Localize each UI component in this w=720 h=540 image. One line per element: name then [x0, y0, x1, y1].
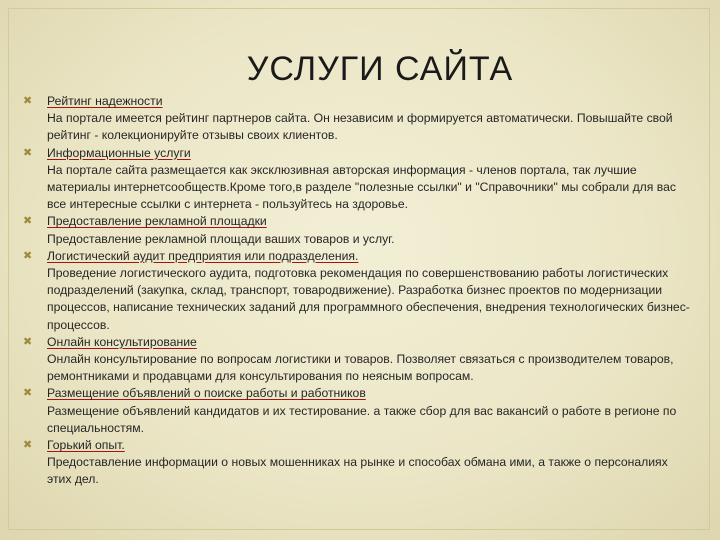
x-mark-bullet-icon: ✖	[23, 249, 33, 262]
service-description: Онлайн консультирование по вопросам логистики и товаров. Позволяет связаться с производителем товаров, ремонтниками и продавцами для консультирования по неясным вопросам.	[47, 352, 674, 384]
service-description: Проведение логистического аудита, подготовка рекомендация по совершенствованию работы логистических подразделений (закупка, склад, транспорт, товародвижение). Разработка бизнес проектов по модернизации процессов, написание технических заданий для программного обеспечения, внедрения технологических бизнес-процессов.	[47, 266, 690, 332]
service-heading-bitter-experience[interactable]: Горький опыт.	[47, 438, 125, 453]
service-description: Предоставление информации о новых мошенниках на рынке и способах обмана ими, а также о персоналиях этих дел.	[47, 455, 668, 487]
service-item-logistics-audit	[0, 248, 720, 334]
service-item-bitter-experience	[0, 437, 720, 489]
service-heading-advertising-platform[interactable]: Предоставление рекламной площадки	[47, 214, 267, 229]
service-item-information-services	[0, 145, 720, 214]
service-description: Предоставление рекламной площади ваших товаров и услуг.	[47, 231, 395, 246]
service-heading-job-postings[interactable]: Размещение объявлений о поиске работы и работников	[47, 386, 366, 401]
service-heading-logistics-audit[interactable]: Логистический аудит предприятия или подразделения.	[47, 248, 359, 263]
x-mark-bullet-icon: ✖	[23, 215, 33, 228]
slide-title: УСЛУГИ САЙТА	[246, 50, 514, 88]
service-item-online-consulting	[0, 334, 720, 386]
service-item-advertising-platform	[0, 213, 720, 247]
service-item-job-postings	[0, 385, 720, 437]
x-mark-bullet-icon: ✖	[23, 335, 33, 348]
x-mark-bullet-icon: ✖	[23, 95, 33, 107]
service-description: На портале имеется рейтинг партнеров сайта. Он независим и формируется автоматически. Повышайте свой рейтинг - колекционируйте отзывы своих клиентов.	[47, 111, 673, 143]
services-list	[0, 93, 720, 489]
service-item-reliability-rating	[0, 93, 720, 145]
service-heading-information-services[interactable]: Информационные услуги	[47, 145, 191, 160]
service-description: На портале сайта размещается как эксклюзивная авторская информация - членов портала, так лучшие материалы интернетсообществ.Кроме того,в разделе "полезные ссылки" и "Справочники" мы собрали для вас все интересные ссылки с интернета - пользуйтесь на здоровье.	[47, 162, 676, 212]
service-heading-online-consulting[interactable]: Онлайн консультирование	[47, 334, 197, 349]
x-mark-bullet-icon: ✖	[23, 387, 33, 400]
service-description: Размещение объявлений кандидатов и их тестирование. а также сбор для вас вакансий о работе в регионе по специальностям.	[47, 403, 677, 435]
x-mark-bullet-icon: ✖	[23, 439, 33, 452]
x-mark-bullet-icon: ✖	[23, 146, 33, 159]
service-heading-reliability-rating[interactable]: Рейтинг надежности	[47, 94, 163, 108]
